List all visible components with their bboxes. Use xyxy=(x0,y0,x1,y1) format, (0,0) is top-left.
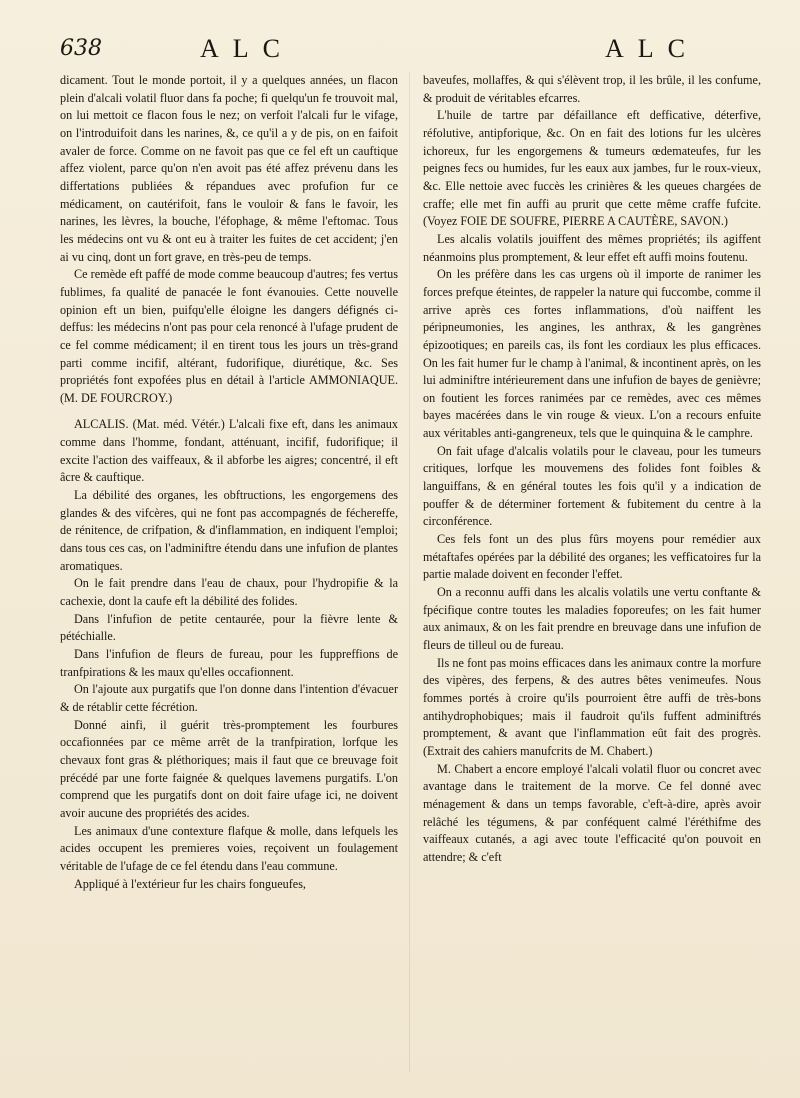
paragraph: dicament. Tout le monde portoit, il y a quelques années, un flacon plein d'alcali volatil fluor dans fa poche; fi quelqu'un fe trouvoit mal, on lui mettoit ce flacon fous le nez; on verfoit l'alcali fur le vifage, on l'introduifoit dans les narines, &, ce qu'il a y de pis, on en faifoit avaler de force. Comme on ne favoit pas que ce fel eft un cauftique affez violent, parce qu'on n'en avoit pas été affez prévenu dans les differtations publiées & répandues avec profufion fur ce médicament, on cautérifoit, fans le vouloir & fans le favoir, les narines, les lèvres, la bouche, l'éfophage, & même l'eftomac. Tous les médecins ont vu & ont eu à traiter les fuites de cet accident; j'en ai vu cinq, dont un fort grave, en très-peu de temps. xyxy=(60,73,398,264)
left-column xyxy=(60,72,398,893)
paragraph: Ils ne font pas moins efficaces dans les animaux contre la morfure des vipères, des ferpens, & des autres bêtes venimeufes. Nous fommes portés à croire qu'ils pourroient être auffi de très-bons antihydrophobiques; mais il faudroit qu'ils fuffent adminiftrés promptement, & avant que l'inflammation eût fait des progrès. (Extrait des cahiers manufcrits de M. Chabert.) xyxy=(423,655,761,758)
paragraph: Les alcalis volatils jouiffent des mêmes propriétés; ils agiffent néanmoins plus promptement, & leur effet eft auffi moins foutenu. xyxy=(423,231,761,264)
paragraph: baveufes, mollaffes, & qui s'élèvent trop, il les brûle, il les confume, & produit de véritables efcarres. xyxy=(423,73,761,105)
paragraph: Dans l'infufion de fleurs de fureau, pour les fuppreffions de tranfpirations & les maux qu'elles occafionnent. xyxy=(60,647,398,679)
paragraph: Les animaux d'une contexture flafque & molle, dans lefquels les acides occupent les premieres voies, reçoivent un foulagement véritable de l'ufage de ce fel étendu dans l'eau commune. xyxy=(60,823,398,873)
paragraph: L'huile de tartre par défaillance eft defficative, déterfive, réfolutive, antipforique, &c. On en fait des lotions fur les ulcères ichoreux, fur les engorgemens & tumeurs œdemateufes, fur les peignes fecs ou humides, fur les eaux aux jambes, fur le roux-vieux, &c. Elle nettoie avec fuccès les crinières & les queues chargées de craffe; elle met fin auffi au prurit que cette même craffe fufcite. (Voyez FOIE DE SOUFRE, PIERRE A CAUTÈRE, SAVON.) xyxy=(423,108,761,229)
paragraph: On les préfère dans les cas urgens où il importe de ranimer les forces prefque éteintes, de rappeler la nature qui fuccombe, comme il arrive après ces fortes inflammations, d'où naiffent les péripneumonies, les angines, les anthrax, & les gangrènes épizootiques; en pareils cas, ils font les cordiaux les plus efficaces. On les fait humer fur le champ à l'animal, & incontinent après, on les lui adminiftre intérieurement dans une infufion de bayes de genièvre; on foutient les forces ranimées par ce remèdes, avec ces mêmes bayes macérées dans le vin rouge & vieux. L'on a recours enfuite aux véritables anti-gangreneux, tels que le quinquina & le camphre. xyxy=(423,267,761,441)
page-number: 638 xyxy=(60,36,102,61)
column-gutter xyxy=(409,72,410,1072)
paragraph: On le fait prendre dans l'eau de chaux, pour l'hydropifie & la cachexie, dont la caufe eft la débilité des folides. xyxy=(60,576,398,609)
paragraph: M. Chabert a encore employé l'alcali volatil fluor ou concret avec avantage dans le traitement de la morve. Ce fel donné avec ménagement & dans un temps favorable, c'eft-à-dire, après avoir relâché les tégumens, & par conféquent calmé l'éréthifme des vaiffeaux cutanés, a agi avec toute l'efficacité qu'on pouvoit en attendre; & c'eft xyxy=(423,761,761,864)
paragraph: On fait ufage d'alcalis volatils pour le claveau, pour les tumeurs critiques, lorfque les mouvemens des folides font foibles & languiffans, & en général toutes les fois qu'il y a indication de pouffer & de déterminer fortement & fubitement du centre à la circonférence. xyxy=(423,443,761,529)
paragraph: On l'ajoute aux purgatifs que l'on donne dans l'intention d'évacuer & de rétablir cette fécrétion. xyxy=(60,682,398,714)
paragraph: La débilité des organes, les obftructions, les engorgemens des glandes & des vifcères, qui ne font pas accompagnés de féchereffe, de rénitence, de crifpation, & d'inflammation, en indiquent l'emploi; dans tous ces cas, on l'adminiftre étendu dans une infufion de plantes aromatiques. xyxy=(60,488,398,573)
running-head-right: ALC xyxy=(605,34,699,63)
paragraph: Ces fels font un des plus fûrs moyens pour remédier aux métaftafes opérées par la débilité des organes; les vefficatoires fur la partie malade doivent en feconder l'effet. xyxy=(423,532,761,582)
page-header xyxy=(60,34,772,74)
paragraph: Donné ainfi, il guérit très-promptement les fourbures occafionnées par ce même arrêt de la tranfpiration, lorfque les chevaux font gras & pléthoriques; mais il faut que ce breuvage foit précédé par une forte faignée & quelques lavemens purgatifs. L'on comprend que les purgatifs dont on doit faire ufage ici, ne doivent avoir aucune des propriétés des acides. xyxy=(60,717,398,820)
paragraph: Dans l'infufion de petite centaurée, pour la fièvre lente & pétéchialle. xyxy=(60,611,398,644)
paragraph: Appliqué à l'extérieur fur les chairs fongueufes, xyxy=(74,876,306,891)
paragraph: On a reconnu auffi dans les alcalis volatils une vertu conftante & fpécifique contre toutes les maladies foporeufes; on les fait humer aux animaux, & on les fait prendre en breuvage dans une infufion de fleurs de tilleul ou de fureau. xyxy=(423,585,761,652)
running-head-left: ALC xyxy=(200,34,294,63)
paragraph: Ce remède eft paffé de mode comme beaucoup d'autres; fes vertus fublimes, fa qualité de panacée le font évanouies. Cette nouvelle opinion eft un bien, puifqu'elle éloigne les dangers défignés ci-deffus: les médecins n'ont pas pour cela renoncé à l'ufage prudent de ce fel comme médicament; il en tirent tous les jours un très-grand parti comme incifif, altérant, fudorifique, diurétique, &c. Ses propriétés font expofées plus en détail à l'article AMMONIAQUE. (M. DE FOURCROY.) xyxy=(60,267,398,405)
right-column xyxy=(423,72,761,867)
paragraph: ALCALIS. (Mat. méd. Vétér.) L'alcali fixe eft, dans les animaux comme dans l'homme, fondant, atténuant, incifif, fudorifique; il excite l'action des vaiffeaux, & il abforbe les aigres; concentré, il eft âcre & cauftique. xyxy=(60,417,398,485)
